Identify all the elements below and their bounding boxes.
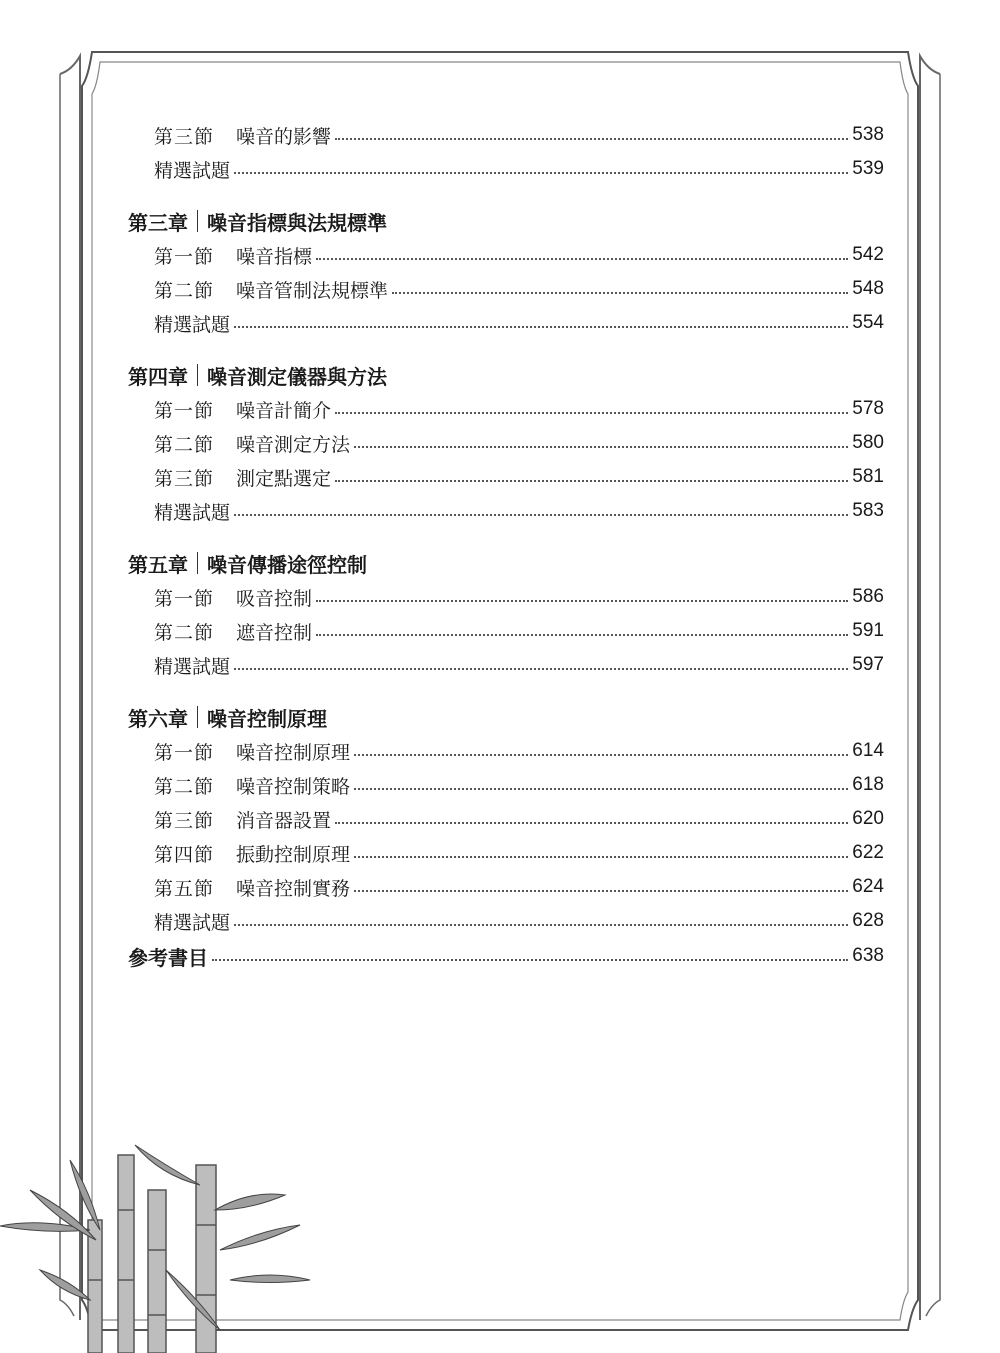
chapter-separator xyxy=(197,364,198,386)
section-title: 精選試題 xyxy=(154,313,231,336)
dot-leader xyxy=(354,856,848,858)
page-number: 628 xyxy=(852,910,884,931)
toc-entry[interactable] xyxy=(154,460,884,494)
section-number: 第二節 xyxy=(154,621,215,644)
chapter-title: 噪音傳播途徑控制 xyxy=(207,552,367,577)
chapter-heading[interactable] xyxy=(128,546,884,580)
page-number: 583 xyxy=(852,500,884,521)
bamboo-illustration xyxy=(0,1130,320,1353)
page-number: 591 xyxy=(852,620,884,641)
section-title: 噪音管制法規標準 xyxy=(236,279,389,302)
chapter-separator xyxy=(197,210,198,232)
chapter-heading[interactable] xyxy=(128,204,884,238)
chapter-separator xyxy=(197,552,198,574)
section-title: 精選試題 xyxy=(154,655,231,678)
section-number: 第一節 xyxy=(154,399,215,422)
dot-leader xyxy=(234,668,848,670)
page-number: 538 xyxy=(852,124,884,145)
toc-entry[interactable] xyxy=(154,802,884,836)
chapter-number: 第四章 xyxy=(128,364,188,389)
dot-leader xyxy=(234,172,848,174)
toc-entry[interactable] xyxy=(154,648,884,682)
section-number: 第二節 xyxy=(154,433,215,456)
toc-entry[interactable] xyxy=(154,614,884,648)
dot-leader xyxy=(316,634,848,636)
dot-leader xyxy=(335,822,848,824)
toc-entry[interactable] xyxy=(154,768,884,802)
section-title: 噪音控制策略 xyxy=(236,775,351,798)
toc-entry[interactable] xyxy=(154,580,884,614)
chapter-separator xyxy=(197,706,198,728)
page-number: 542 xyxy=(852,244,884,265)
chapter-number: 第六章 xyxy=(128,706,188,731)
dot-leader xyxy=(354,890,848,892)
section-number: 第一節 xyxy=(154,245,215,268)
toc-entry[interactable] xyxy=(128,939,884,973)
section-number: 第五節 xyxy=(154,877,215,900)
page-number: 554 xyxy=(852,312,884,333)
section-title: 噪音指標 xyxy=(236,245,313,268)
toc-entry[interactable] xyxy=(154,836,884,870)
dot-leader xyxy=(316,258,848,260)
section-number: 第一節 xyxy=(154,741,215,764)
chapter-title: 噪音指標與法規標準 xyxy=(207,210,387,235)
section-number: 第三節 xyxy=(154,125,215,148)
section-title: 噪音計簡介 xyxy=(236,399,332,422)
section-number: 第一節 xyxy=(154,587,215,610)
section-title: 測定點選定 xyxy=(236,467,332,490)
section-title: 振動控制原理 xyxy=(236,843,351,866)
page-number: 622 xyxy=(852,842,884,863)
dot-leader xyxy=(335,138,848,140)
section-title: 吸音控制 xyxy=(236,587,313,610)
bibliography-title: 參考書目 xyxy=(128,945,208,970)
page-number: 597 xyxy=(852,654,884,675)
toc-entry[interactable] xyxy=(154,870,884,904)
dot-leader xyxy=(392,292,848,294)
section-title: 精選試題 xyxy=(154,159,231,182)
section-number: 第二節 xyxy=(154,279,215,302)
page-number: 581 xyxy=(852,466,884,487)
chapter-number: 第三章 xyxy=(128,210,188,235)
section-number: 第三節 xyxy=(154,809,215,832)
toc-entry[interactable] xyxy=(154,306,884,340)
page-number: 548 xyxy=(852,278,884,299)
dot-leader xyxy=(234,514,848,516)
page-number: 618 xyxy=(852,774,884,795)
page-number: 578 xyxy=(852,398,884,419)
toc-entry[interactable] xyxy=(154,118,884,152)
section-title: 噪音測定方法 xyxy=(236,433,351,456)
page-number: 638 xyxy=(852,945,884,966)
dot-leader xyxy=(234,924,848,926)
page-number: 539 xyxy=(852,158,884,179)
page-number: 624 xyxy=(852,876,884,897)
toc-entry[interactable] xyxy=(154,238,884,272)
section-title: 噪音的影響 xyxy=(236,125,332,148)
section-title: 噪音控制原理 xyxy=(236,741,351,764)
section-title: 遮音控制 xyxy=(236,621,313,644)
toc-entry[interactable] xyxy=(154,152,884,186)
page-number: 580 xyxy=(852,432,884,453)
page-number: 586 xyxy=(852,586,884,607)
chapter-heading[interactable] xyxy=(128,358,884,392)
section-number: 第二節 xyxy=(154,775,215,798)
page-number: 620 xyxy=(852,808,884,829)
section-title: 精選試題 xyxy=(154,911,231,934)
dot-leader xyxy=(316,600,848,602)
toc-entry[interactable] xyxy=(154,904,884,938)
chapter-title: 噪音控制原理 xyxy=(207,706,327,731)
toc-entry[interactable] xyxy=(154,734,884,768)
section-title: 消音器設置 xyxy=(236,809,332,832)
toc-entry[interactable] xyxy=(154,272,884,306)
dot-leader xyxy=(335,480,848,482)
chapter-heading[interactable] xyxy=(128,700,884,734)
dot-leader xyxy=(212,959,848,961)
chapter-title: 噪音測定儀器與方法 xyxy=(207,364,387,389)
section-title: 精選試題 xyxy=(154,501,231,524)
toc-entry[interactable] xyxy=(154,426,884,460)
section-number: 第四節 xyxy=(154,843,215,866)
section-title: 噪音控制實務 xyxy=(236,877,351,900)
dot-leader xyxy=(354,788,848,790)
dot-leader xyxy=(354,754,848,756)
chapter-number: 第五章 xyxy=(128,552,188,577)
section-number: 第三節 xyxy=(154,467,215,490)
toc-entry[interactable] xyxy=(154,392,884,426)
dot-leader xyxy=(354,446,848,448)
page-number: 614 xyxy=(852,740,884,761)
dot-leader xyxy=(234,326,848,328)
toc-entry[interactable] xyxy=(154,494,884,528)
dot-leader xyxy=(335,412,848,414)
